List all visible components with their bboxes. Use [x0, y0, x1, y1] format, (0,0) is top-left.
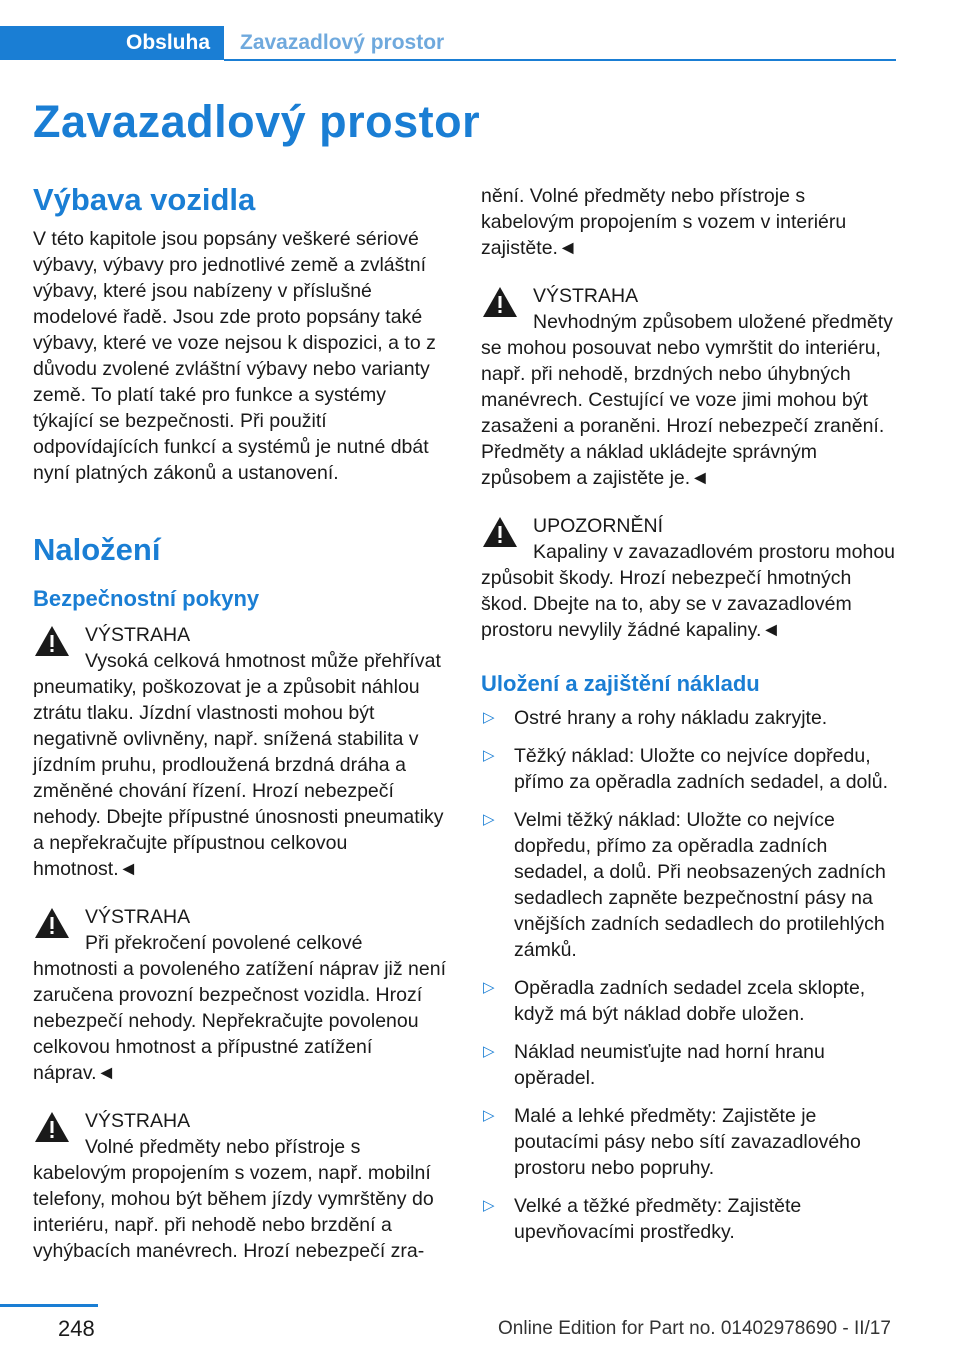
bullet-icon: ▷ — [483, 1043, 495, 1060]
list-item-text: Těžký náklad: Uložte co nejvíce dopředu, přímo za opěradla zadních sedadel, a dolů. — [514, 745, 888, 793]
warning-icon — [33, 1110, 71, 1144]
header-rule — [224, 59, 896, 61]
notice-block — [481, 513, 897, 643]
warning-text-continued: nění. Volné předměty nebo přístroje s kabelovým propojením s vozem v interiéru zajistěte.◄ — [481, 185, 847, 259]
bullet-icon: ▷ — [483, 979, 495, 996]
nalozeni-heading: Naložení — [33, 532, 161, 567]
vybava-heading: Výbava vozidla — [33, 182, 256, 217]
bullet-icon: ▷ — [483, 709, 495, 726]
notice-text: Kapaliny v zavazadlovém prostoru mohou způsobit škody. Hrozí nebezpečí hmotných škod. Dbejte na to, aby se v zavazadlovém prostoru nevylily žádné kapaliny.◄ — [481, 541, 896, 641]
cargo-list — [481, 705, 897, 1245]
list-item — [481, 1039, 897, 1091]
bullet-icon: ▷ — [483, 1107, 495, 1124]
list-item — [481, 1193, 897, 1245]
warning-icon — [481, 285, 519, 319]
bezpecnost-heading: Bezpečnostní pokyny — [33, 586, 260, 611]
list-item — [481, 743, 897, 795]
notice-heading: UPOZORNĚNÍ — [533, 515, 664, 537]
edition-text: Online Edition for Part no. 01402978690 - II/17 — [498, 1318, 891, 1339]
left-column — [33, 180, 449, 1264]
warning-text: Při překročení povolené celkové hmotnosti a povoleného zatížení náprav již není zaručena provozní bezpečnost vozidla. Hrozí nebezpečí nehody. Nepřekračujte povolenou celkovou hmotnost a přípustné zatížení náprav.◄ — [33, 932, 447, 1084]
warning-icon — [481, 515, 519, 549]
warning-text: Volné předměty nebo přístroje s kabelovým propojením s vozem, např. mobilní telefony, mohou být během jízdy vymrštěny do interiéru, např. při nehodě nebo brzdění a vyhýbacích manévrech. Hrozí nebezpečí zra- — [33, 1136, 434, 1262]
bullet-icon: ▷ — [483, 1197, 495, 1214]
warning-heading: VÝSTRAHA — [85, 906, 191, 928]
page-number: 248 — [58, 1316, 95, 1341]
list-item-text: Velmi těžký náklad: Uložte co nejvíce dopředu, přímo za opěradla zadních sedadel, a dolů. Při neobsazených zadních sedadlech zapněte bezpečnostní pásy na vnějších zadních sedadlech do protilehlých zámků. — [514, 809, 886, 961]
section-tab: Obsluha — [0, 26, 224, 60]
warning-heading: VÝSTRAHA — [85, 1110, 191, 1132]
ulozeni-heading: Uložení a zajištění nákladu — [481, 671, 760, 696]
warning-block — [33, 1108, 449, 1264]
chapter-tab: Zavazadlový prostor — [240, 31, 445, 54]
bullet-icon: ▷ — [483, 811, 495, 828]
list-item-text: Opěradla zadních sedadel zcela sklopte, když má být náklad dobře uložen. — [514, 977, 866, 1025]
page-title: Zavazadlový prostor — [33, 96, 481, 147]
warning-block — [33, 904, 449, 1086]
warning-block — [481, 283, 897, 491]
vybava-text: V této kapitole jsou popsány veškeré sériové výbavy, výbavy pro jednotlivé země a zvláštní výbavy, které jsou nabízeny v příslušné modelové řadě. Jsou zde proto popsány také výbavy, které ve voze nejsou k dispozici, a to z důvodu zvolené zvláštní výbavy nebo varianty země. To platí také pro funkce a systémy týkající se bezpečnosti. Při použití odpovídajících funkcí a systémů je nutné dbát nyní platných zákonů a ustanovení. — [33, 228, 436, 484]
list-item — [481, 1103, 897, 1181]
warning-text: Nevhodným způsobem uložené předměty se mohou posouvat nebo vymrštit do interiéru, např. při nehodě, brzdných nebo úhybných manévrech. Cestující ve voze jimi mohou být zasaženi a poraněni. Hrozí nebezpečí zranění. Předměty a náklad ukládejte správným způsobem a zajistěte je.◄ — [481, 311, 893, 489]
warning-icon — [33, 624, 71, 658]
right-column — [481, 183, 897, 1257]
list-item-text: Velké a těžké předměty: Zajistěte upevňovacími prostředky. — [514, 1195, 802, 1243]
list-item — [481, 807, 897, 963]
list-item-text: Ostré hrany a rohy nákladu zakryjte. — [514, 707, 828, 729]
warning-heading: VÝSTRAHA — [533, 285, 639, 307]
footer-rule — [0, 1304, 98, 1307]
warning-block — [33, 622, 449, 882]
bullet-icon: ▷ — [483, 747, 495, 764]
list-item — [481, 975, 897, 1027]
list-item-text: Náklad neumisťujte nad horní hranu opěradel. — [514, 1041, 825, 1089]
warning-heading: VÝSTRAHA — [85, 624, 191, 646]
page-header — [0, 0, 960, 64]
list-item-text: Malé a lehké předměty: Zajistěte je poutacími pásy nebo sítí zavazadlového prostoru nebo popruhy. — [514, 1105, 861, 1179]
warning-icon — [33, 906, 71, 940]
warning-text: Vysoká celková hmotnost může přehřívat pneumatiky, poškozovat je a způsobit náhlou ztrátu tlaku. Jízdní vlastnosti mohou být negativně ovlivněny, např. snížená stabilita v jízdním pruhu, prodloužená brzdná dráha a změněné chování řízení. Hrozí nebezpečí nehody. Dbejte přípustné únosnosti pneumatiky a nepřekračujte přípustnou celkovou hmotnost.◄ — [33, 650, 444, 880]
list-item — [481, 705, 897, 731]
